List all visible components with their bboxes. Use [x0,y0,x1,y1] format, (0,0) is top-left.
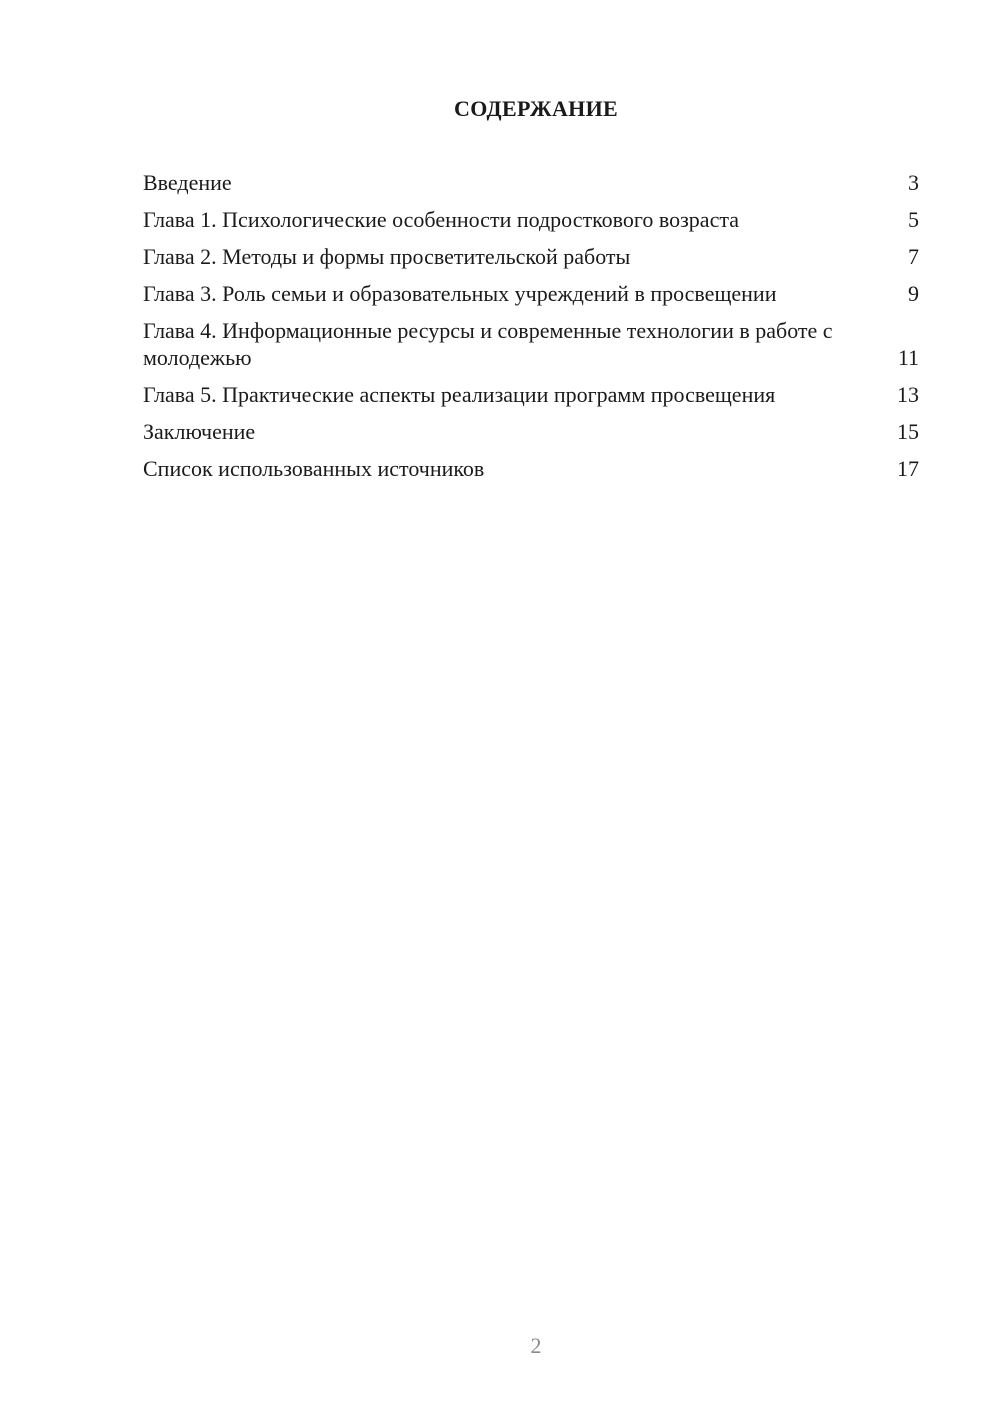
toc-entry-introduction [143,169,919,196]
toc-entry-page: 11 [897,345,919,370]
toc-entry-page: 3 [908,170,919,195]
toc-entry-page: 9 [908,281,919,306]
toc-entry-title: Глава 4. Информационные ресурсы и современные технологии в работе с молодежью [143,318,833,370]
toc-entry-references [143,455,919,482]
page-number: 2 [530,1333,542,1358]
toc-entry-chapter-5 [143,381,919,408]
toc-entry-title: Глава 3. Роль семьи и образовательных учреждений в просвещении [143,281,777,306]
toc-entry-page: 5 [908,207,919,232]
toc-entry-conclusion [143,418,919,445]
toc-entry-page: 7 [908,244,919,269]
toc-entry-chapter-2 [143,243,919,270]
toc-entry-page: 17 [897,456,919,481]
toc-entry-title: Глава 5. Практические аспекты реализации программ просвещения [143,382,776,407]
toc-entry-title: Введение [143,170,232,195]
toc-entry-title: Глава 1. Психологические особенности подросткового возраста [143,207,739,232]
toc-entry-title: Заключение [143,419,256,444]
toc-heading: СОДЕРЖАНИЕ [454,96,618,121]
toc-entry-page: 15 [897,419,919,444]
toc-entry-title: Глава 2. Методы и формы просветительской работы [143,244,631,269]
toc-entry-chapter-1 [143,206,919,233]
toc-entry-page: 13 [897,382,919,407]
table-of-contents [143,169,919,492]
toc-entry-title: Список использованных источников [143,456,485,481]
toc-entry-chapter-4 [143,317,919,371]
toc-entry-chapter-3 [143,280,919,307]
